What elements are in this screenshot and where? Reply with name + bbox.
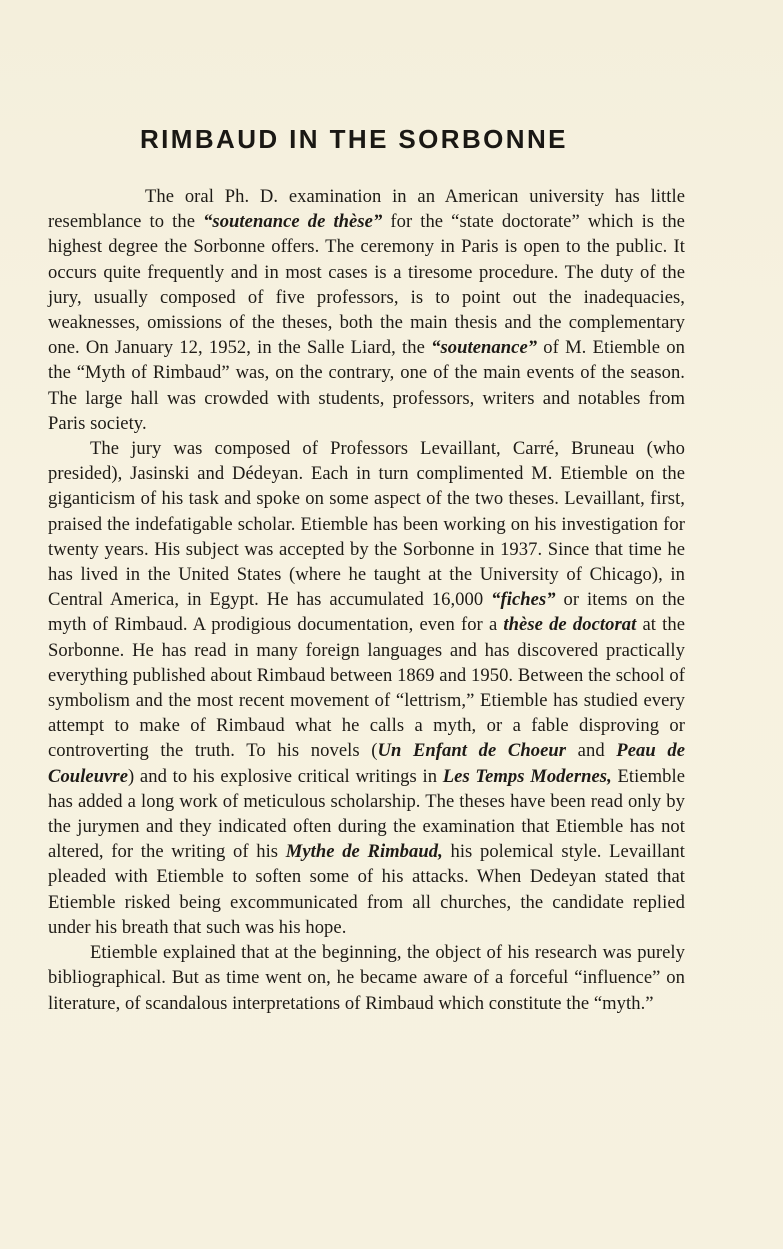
paragraph-2 [48, 436, 685, 940]
italic-title-text: Mythe de Rimbaud, [285, 841, 443, 863]
page-title: RIMBAUD IN THE SORBONNE [140, 124, 568, 154]
body-text-run: and [566, 740, 617, 762]
body-text-run: or items on the myth of Rimbaud. A prodigious documentation, even for a [48, 589, 685, 636]
italic-title-text: “fiches” [491, 589, 556, 611]
body-text-run: for the “state doctorate” which is the highest degree the Sorbonne offers. The ceremony in Paris is open to the public. It occurs quite frequently and in most cases is a tiresome procedure. The duty of the jury, usually composed of five professors, is to point out the inadequacies, weaknesses, omissions of the theses, both the main thesis and the complementary one. On January 12, 1952, in the Salle Liard, the [48, 211, 685, 359]
paragraph-3 [48, 940, 685, 1016]
article-body [48, 184, 685, 1016]
body-text-run: Etiemble has added a long work of meticulous scholarship. The theses have been read only by the jurymen and they indicated often during the examination that Etiemble has not altered, for the writing of his [48, 765, 685, 863]
body-text-run: The jury was composed of Professors Levaillant, Carré, Bruneau (who presided), Jasinski and Dédeyan. Each in turn complimented M. Etiemble on the giganticism of his task and spoke on some aspect of the two theses. Levaillant, first, praised the indefatigable scholar. Etiemble has been working on his investigation for twenty years. His subject was accepted by the Sorbonne in 1937. Since that time he has lived in the United States (where he taught at the University of Chicago), in Central America, in Egypt. He has accumulated 16,000 [48, 438, 685, 611]
body-text-run: ) and to his explosive critical writings in [128, 765, 443, 787]
body-text-run: his polemical style. Levaillant pleaded with Etiemble to soften some of his attacks. When Dedeyan stated that Etiemble risked being excommunicated from all churches, the candidate replied under his breath that such was his hope. [48, 841, 685, 938]
body-text-run: Etiemble explained that at the beginning, the object of his research was purely bibliographical. But as time went on, he became aware of a forceful “influence” on literature, of scandalous interpretations of Rimbaud which constitute the “myth.” [48, 942, 685, 1014]
italic-title-text: Les Temps Modernes, [442, 765, 612, 787]
body-text-run: The oral Ph. D. examination in an American university has little resemblance to the [48, 186, 685, 233]
body-text-run: at the Sorbonne. He has read in many foreign languages and has discovered practically everything published about Rimbaud between 1869 and 1950. Between the school of symbolism and the most recent movement of “lettrism,” Etiemble has studied every attempt to make of Rimbaud what he calls a myth, or a fable disproving or controverting the truth. To his novels ( [48, 614, 685, 762]
italic-title-text: “soutenance” [431, 337, 538, 359]
paragraph-1 [48, 184, 685, 436]
italic-title-text: Peau de Couleuvre [48, 740, 686, 787]
italic-title-text: Un Enfant de Choeur [377, 740, 567, 762]
italic-title-text: thèse de doctorat [503, 614, 637, 636]
body-text-run: of M. Etiemble on the “Myth of Rimbaud” was, on the contrary, one of the main events of the season. The large hall was crowded with students, professors, writers and notables from Paris society. [48, 337, 685, 434]
italic-title-text: “soutenance de thèse” [203, 211, 383, 233]
